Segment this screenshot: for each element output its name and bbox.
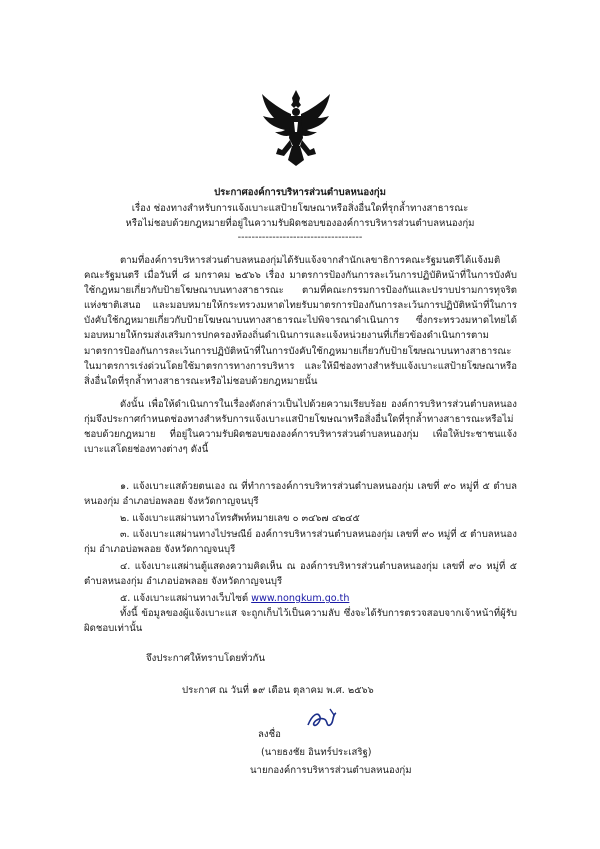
garuda-emblem-icon [258, 88, 334, 168]
website-link[interactable]: www.nongkum.go.th [251, 593, 350, 604]
signer-title: นายกองค์การบริหารส่วนตำบลหนองกุ่ม [250, 765, 412, 776]
channel-item-3-text: ๓. แจ้งเบาะแสผ่านทางไปรษณีย์ องค์การบริหารส่วนตำบลหนองกุ่ม เลขที่ ๙๐ หมู่ที่ ๕ ตำบลหนองกุ่ม อำเภอบ่อพลอย จังหวัดกาญจนบุรี [84, 529, 517, 556]
paragraph-purpose-text: ดังนั้น เพื่อให้ดำเนินการในเรื่องดังกล่าวเป็นไปด้วยความเรียบร้อย องค์การบริหารส่วนตำบลหนองกุ่มจึงประกาศกำหนดช่องทางสำหรับการแจ้งเบาะแสป้ายโฆษณาหรือสิ่งอื่นใดที่รุกล้ำทางสาธารณะหรือไม่ชอบด้วยกฎหมาย ที่อยู่ในความรับผิดชอบขององค์การบริหารส่วนตำบลหนองกุ่ม เพื่อให้ประชาชนแจ้งเบาะแสโดยช่องทางต่างๆ ดังนี้ [84, 399, 517, 456]
subject-line-1: เรื่อง ช่องทางสำหรับการแจ้งเบาะแสป้ายโฆษณาหรือสิ่งอื่นใดที่รุกล้ำทางสาธารณะ [131, 203, 469, 214]
paragraph-background-text: ตามที่องค์การบริหารส่วนตำบลหนองกุ่มได้รับแจ้งจากสำนักเลขาธิการคณะรัฐมนตรีได้แจ้งมติคณะรัฐมนตรี เมื่อวันที่ ๘ มกราคม ๒๕๖๖ เรื่อง มาตรการป้องกันการละเว้นการปฏิบัติหน้าที่ในการบังคับใช้กฎหมายเกี่ยวกับป้ายโฆษณาบนทางสาธารณะ ตามที่คณะกรรมการป้องกันและปราบปรามการทุจริตแห่งชาติเสนอ และมอบหมายให้กระทรวงมหาดไทยรับมาตรการป้องกันการละเว้นการปฏิบัติหน้าที่ในการบังคับใช้กฎหมายเกี่ยวกับป้ายโฆษณาบนทางสาธารณะไปพิจารณาดำเนินการ ซึ่งกระทรวงมหาดไทยได้มอบหมายให้กรมส่งเสริมการปกครองท้องถิ่นดำเนินการและแจ้งหน่วยงานที่เกี่ยวข้องดำเนินการตามมาตรการป้องกันการละเว้นการปฏิบัติหน้าที่ในการบังคับใช้กฎหมายเกี่ยวกับป้ายโฆษณาบนทางสาธารณะในมาตรการเร่งด่วนโดยใช้มาตรการทางการบริหาร และให้มีช่องทางสำหรับแจ้งเบาะแสป้ายโฆษณาหรือสิ่งอื่นใดที่รุกล้ำทางสาธารณะหรือไม่ชอบด้วยกฎหมายนั้น [84, 255, 517, 387]
divider: ------------------------------------ [237, 232, 363, 243]
channel-item-1-text: ๑. แจ้งเบาะแสด้วยตนเอง ณ ที่ทำการองค์การบริหารส่วนตำบลหนองกุ่ม เลขที่ ๙๐ หมู่ที่ ๕ ตำบลหนองกุ่ม อำเภอบ่อพลอย จังหวัดกาญจนบุรี [84, 481, 517, 508]
date-line: ประกาศ ณ วันที่ ๑๙ เดือน ตุลาคม พ.ศ. ๒๕๖๖ [182, 685, 374, 696]
channel-item-1 [84, 479, 517, 509]
announcement-title: ประกาศองค์การบริหารส่วนตำบลหนองกุ่ม [214, 187, 386, 198]
subject-line-2: หรือไม่ชอบด้วยกฎหมายที่อยู่ในความรับผิดชอบขององค์การบริหารส่วนตำบลหนองกุ่ม [125, 218, 475, 229]
handwritten-signature-icon [304, 705, 344, 735]
sign-label: ลงชื่อ [258, 729, 281, 740]
closing-line: จึงประกาศให้ทราบโดยทั่วกัน [146, 653, 266, 664]
confidential-note [84, 606, 517, 636]
channel-item-5-text: ๕. แจ้งเบาะแสผ่านทางเว็บไซต์ [120, 593, 249, 604]
channel-item-2 [84, 511, 517, 526]
paragraph-purpose [84, 397, 517, 457]
confidential-note-text: ทั้งนี้ ข้อมูลของผู้แจ้งเบาะแส จะถูกเก็บไว้เป็นความลับ ซึ่งจะได้รับการตรวจสอบจากเจ้าหน้าที่ผู้รับผิดชอบเท่านั้น [84, 608, 517, 635]
channel-item-5 [84, 591, 517, 606]
channel-item-4 [84, 559, 517, 589]
signer-name: (นายธงชัย อินทร์ประเสริฐ) [261, 747, 372, 758]
channel-item-2-text: ๒. แจ้งเบาะแสผ่านทางโทรศัพท์หมายเลข ๐ ๓๔๖๗ ๔๒๔๕ [120, 513, 360, 524]
channel-item-3 [84, 527, 517, 557]
channel-item-4-text: ๔. แจ้งเบาะแสผ่านตู้แสดงความคิดเห็น ณ องค์การบริหารส่วนตำบลหนองกุ่ม เลขที่ ๙๐ หมู่ที่ ๕ ตำบลหนองกุ่ม อำเภอบ่อพลอย จังหวัดกาญจนบุรี [84, 561, 517, 588]
paragraph-background [84, 253, 517, 389]
